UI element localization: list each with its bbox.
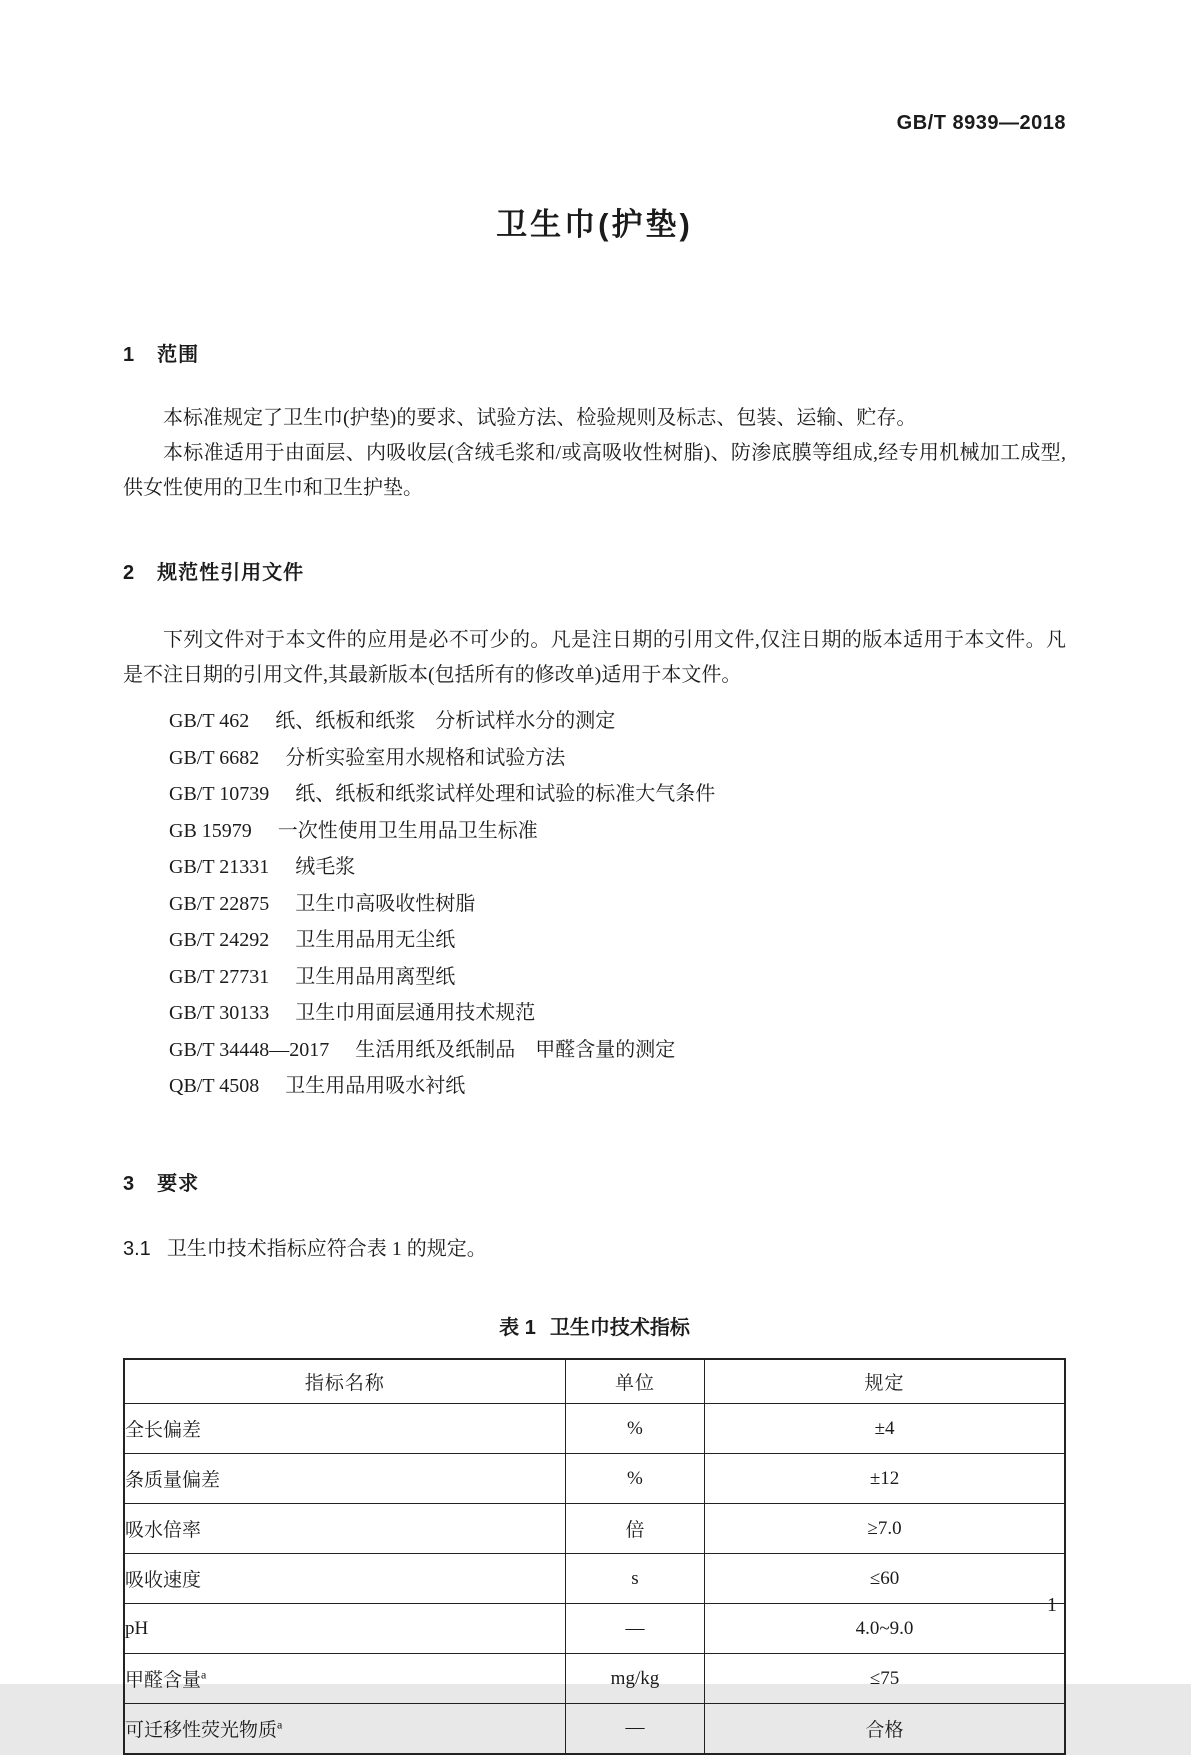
- section-number: 1: [123, 344, 136, 366]
- reference-item: [169, 740, 1066, 777]
- table-row: [124, 1704, 1065, 1754]
- indicator-spec: 合格: [705, 1704, 1065, 1754]
- indicator-name: 甲醛含量$^a$: [124, 1654, 565, 1704]
- section-3-heading: [123, 1167, 1066, 1196]
- indicator-unit: mg/kg: [565, 1654, 704, 1704]
- indicator-unit: 倍: [565, 1504, 704, 1554]
- reference-item: [169, 703, 1066, 740]
- paragraph: 本标准规定了卫生巾(护垫)的要求、试验方法、检验规则及标志、包装、运输、贮存。: [163, 407, 917, 429]
- paragraph: 本标准适用于由面层、内吸收层(含绒毛浆和/或高吸收性树脂)、防渗底膜等组成,经专用机械加工成型,供女性使用的卫生巾和卫生护垫。: [123, 442, 1066, 499]
- page-title: 卫生巾(护垫): [496, 207, 693, 242]
- reference-item: [169, 813, 1066, 850]
- indicator-spec: ±4: [705, 1404, 1065, 1454]
- reference-code: GB/T 34448—2017: [169, 1038, 330, 1061]
- table-row: [124, 1554, 1065, 1604]
- reference-item: [169, 922, 1066, 959]
- table-caption-label: 表 1: [499, 1316, 536, 1339]
- reference-code: GB 15979: [169, 819, 252, 842]
- section-number: 3: [123, 1172, 136, 1195]
- reference-title: 绒毛浆: [295, 856, 356, 878]
- footnote-marker: a: [201, 1667, 207, 1682]
- section-title: 规范性引用文件: [157, 562, 305, 584]
- reference-item: [169, 1068, 1066, 1105]
- indicator-unit: —: [565, 1604, 704, 1654]
- page-number: 1: [1047, 1594, 1057, 1616]
- reference-item: [169, 959, 1066, 996]
- indicator-unit: —: [565, 1704, 704, 1754]
- table-row: [124, 1504, 1065, 1554]
- section-2-heading: [123, 556, 1066, 585]
- reference-code: GB/T 462: [169, 710, 250, 732]
- clause-3-1: [123, 1232, 1066, 1261]
- indicator-spec: ≥7.0: [705, 1504, 1065, 1554]
- reference-item: [169, 1032, 1066, 1069]
- indicator-name: pH: [124, 1604, 565, 1654]
- table-1-caption: [123, 1311, 1066, 1340]
- table-row: [124, 1404, 1065, 1454]
- reference-title: 卫生巾用面层通用技术规范: [295, 1002, 536, 1024]
- reference-code: QB/T 4508: [169, 1075, 260, 1097]
- indicator-unit: %: [565, 1404, 704, 1454]
- indicator-spec: ±12: [705, 1454, 1065, 1504]
- column-header-name: 指标名称: [124, 1359, 565, 1404]
- reference-title: 卫生用品用无尘纸: [295, 929, 456, 951]
- references-list: [123, 703, 1066, 1105]
- reference-code: GB/T 10739: [169, 783, 270, 805]
- table-row: [124, 1604, 1065, 1654]
- reference-title: 卫生用品用离型纸: [295, 965, 456, 988]
- section-number: 2: [123, 562, 136, 584]
- section-title: 范围: [157, 344, 200, 366]
- table-row: [124, 1654, 1065, 1704]
- table-caption-title: 卫生巾技术指标: [549, 1316, 690, 1339]
- reference-title: 纸、纸板和纸浆 分析试样水分的测定: [275, 710, 616, 732]
- indicator-name: 吸水倍率: [124, 1504, 565, 1554]
- paragraph: 下列文件对于本文件的应用是必不可少的。凡是注日期的引用文件,仅注日期的版本适用于本文件。凡是不注日期的引用文件,其最新版本(包括所有的修改单)适用于本文件。: [123, 629, 1066, 686]
- reference-title: 卫生用品用吸水衬纸: [285, 1075, 466, 1097]
- indicator-spec: ≤60: [705, 1554, 1065, 1604]
- reference-title: 一次性使用卫生用品卫生标准: [277, 819, 538, 842]
- footnote-marker: a: [277, 1717, 283, 1732]
- column-header-spec: 规定: [705, 1359, 1065, 1404]
- section-title: 要求: [157, 1172, 200, 1195]
- reference-title: 分析实验室用水规格和试验方法: [285, 746, 566, 769]
- reference-title: 生活用纸及纸制品 甲醛含量的测定: [355, 1038, 676, 1061]
- section-1-heading: [123, 338, 1066, 367]
- indicator-unit: %: [565, 1454, 704, 1504]
- table-header-row: [124, 1359, 1065, 1404]
- indicator-unit: s: [565, 1554, 704, 1604]
- reference-code: GB/T 22875: [169, 892, 270, 915]
- reference-code: GB/T 6682: [169, 746, 260, 769]
- reference-item: [169, 849, 1066, 886]
- reference-code: GB/T 27731: [169, 965, 270, 988]
- table-row: [124, 1454, 1065, 1504]
- reference-item: [169, 995, 1066, 1032]
- reference-title: 纸、纸板和纸浆试样处理和试验的标准大气条件: [295, 783, 716, 805]
- reference-title: 卫生巾高吸收性树脂: [295, 892, 476, 915]
- reference-code: GB/T 30133: [169, 1002, 270, 1024]
- indicator-name: 可迁移性荧光物质$^a$: [124, 1704, 565, 1754]
- indicator-spec: ≤75: [705, 1654, 1065, 1704]
- clause-number: 3.1: [123, 1237, 151, 1260]
- reference-item: [169, 886, 1066, 923]
- indicator-name: 条质量偏差: [124, 1454, 565, 1504]
- clause-text: 卫生巾技术指标应符合表 1 的规定。: [166, 1237, 487, 1260]
- spec-table: [123, 1358, 1066, 1755]
- indicator-spec: 4.0~9.0: [705, 1604, 1065, 1654]
- reference-item: [169, 776, 1066, 813]
- column-header-unit: 单位: [565, 1359, 704, 1404]
- doc-number: GB/T 8939—2018: [896, 112, 1066, 134]
- reference-code: GB/T 24292: [169, 929, 270, 951]
- reference-code: GB/T 21331: [169, 856, 270, 878]
- indicator-name: 全长偏差: [124, 1404, 565, 1454]
- indicator-name: 吸收速度: [124, 1554, 565, 1604]
